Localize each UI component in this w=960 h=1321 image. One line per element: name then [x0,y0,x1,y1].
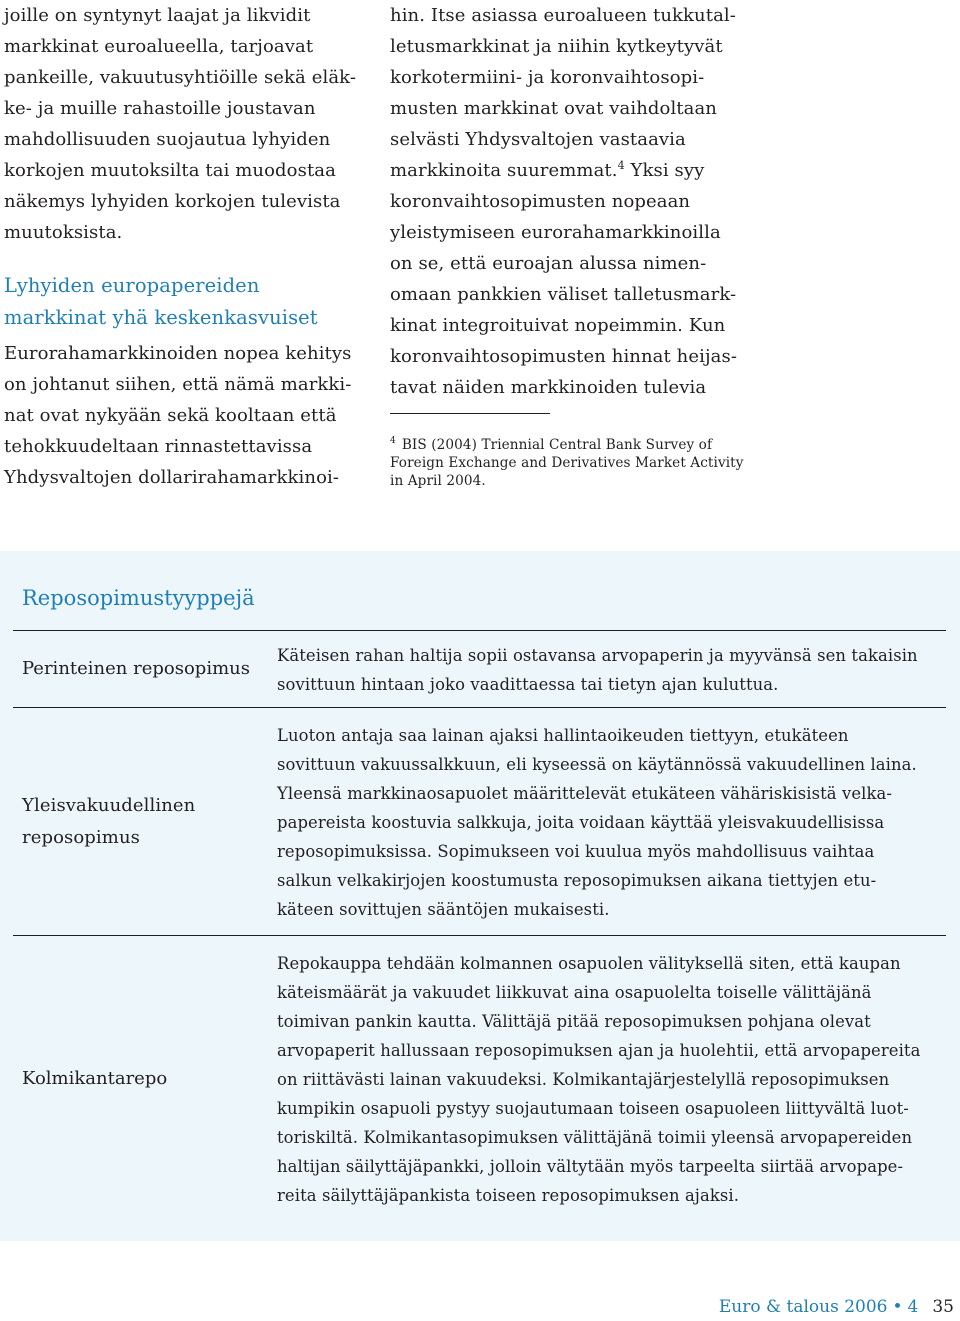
text-line: Luoton antaja saa lainan ajaksi hallintaoikeuden tiettyyn, etukäteen [277,726,849,745]
page-footer [719,1293,954,1321]
left-column [4,0,360,493]
text-line: papereista koostuvia salkkuja, joita voidaan käyttää yleisvakuudellisissa [277,813,885,832]
term-line: Yleisvakuudellinen [22,795,196,816]
text-line: käteismäärät ja vakuudet liikkuvat aina osapuolelta toiselle välittäjänä [277,983,872,1002]
text-line: nat ovat nykyään sekä kooltaan että [4,405,337,426]
footnote-reference[interactable]: 4 [617,159,625,172]
text-line: sovittuun hintaan joko vaadittaessa tai tietyn ajan kuluttua. [277,675,779,694]
page-number: 35 [932,1297,954,1317]
text-line: arvopaperit hallussaan reposopimuksen ajan ja huolehtii, että arvopapereita [277,1041,921,1060]
text-line-with-footnote-ref [390,155,746,186]
table-divider [13,935,946,936]
text-line: on johtanut siihen, että nämä markki- [4,374,352,395]
text-line: letusmarkkinat ja niihin kytkeytyvät [390,36,723,57]
text-line: korkojen muutoksilta tai muodostaa [4,160,336,181]
footnote-mark: 4 [390,436,396,446]
definition-yleisvakuudellinen-reposopimus [277,721,947,924]
footnote-line: in April 2004. [390,473,486,489]
text-line: muutoksista. [4,222,123,243]
text-line: Käteisen rahan haltija sopii ostavansa arvopaperin ja myyvänsä sen takaisin [277,646,918,665]
text-line: Yleensä markkinaosapuolet määrittelevät etukäteen vähäriskisistä velka- [277,784,893,803]
continued-paragraph [390,0,746,403]
right-column [390,0,746,490]
text-line: tavat näiden markkinoiden tulevia [390,377,707,398]
text-segment: markkinoita suuremmat. [390,160,618,181]
term-yleisvakuudellinen-reposopimus [22,790,252,854]
text-line: käteen sovittujen sääntöjen mukaisesti. [277,900,610,919]
text-line: yleistymiseen eurorahamarkkinoilla [390,222,721,243]
text-line: kumpikin osapuoli pystyy suojautumaan toiseen osapuoleen liittyvältä luot- [277,1099,909,1118]
text-line: on riittävästi lainan vakuudeksi. Kolmikantajärjestelyllä reposopimuksen [277,1070,890,1089]
footnote-divider [390,413,550,414]
text-line: sovittuun vakuussalkkuun, eli kyseessä on käytännössä vakuudellinen laina. [277,755,917,774]
text-line: koronvaihtosopimusten nopeaan [390,191,691,212]
text-line: Yhdysvaltojen dollarirahamarkkinoi- [4,467,340,488]
footnote [390,436,746,490]
text-line: Eurorahamarkkinoiden nopea kehitys [4,343,352,364]
text-line: reita säilyttäjäpankista toiseen reposopimuksen ajaksi. [277,1186,740,1205]
text-line: markkinat euroalueella, tarjoavat [4,36,314,57]
text-line: on se, että euroajan alussa nimen- [390,253,707,274]
publication-title: Euro & talous 2006 [718,1297,888,1317]
heading-line: markkinat yhä keskenkasvuiset [4,306,318,329]
text-line: omaan pankkien väliset talletusmark- [390,284,737,305]
text-line: kinat integroituivat nopeimmin. Kun [390,315,726,336]
table-divider [13,630,946,631]
table-divider [13,707,946,708]
section-heading [4,270,360,334]
text-line: korkotermiini- ja koronvaihtosopi- [390,67,705,88]
definition-perinteinen-reposopimus [277,641,947,699]
text-line: selvästi Yhdysvaltojen vastaavia [390,129,686,150]
text-line: haltijan säilyttäjäpankki, jolloin vältytään myös tarpeelta siirtää arvopape- [277,1157,904,1176]
text-line: hin. Itse asiassa euroalueen tukkutal- [390,5,736,26]
footnote-line [390,436,746,454]
text-segment: Yksi syy [624,160,705,181]
text-line: näkemys lyhyiden korkojen tulevista [4,191,341,212]
text-line: koronvaihtosopimusten hinnat heijas- [390,346,738,367]
text-line: toimivan pankin kautta. Välittäjä pitää reposopimuksen pohjana olevat [277,1012,871,1031]
text-line: salkun velkakirjojen koostumusta reposopimuksen aikana tiettyjen etu- [277,871,877,890]
text-line: reposopimuksissa. Sopimukseen voi kuulua myös mahdollisuus vaihtaa [277,842,875,861]
text-line: ke- ja muille rahastoille joustavan [4,98,316,119]
text-line: toriskiltä. Kolmikantasopimuksen välittäjänä toimii yleensä arvopapereiden [277,1128,913,1147]
text-line: joille on syntynyt laajat ja likvidit [4,5,311,26]
definition-kolmikantarepo [277,949,947,1210]
text-line: mahdollisuuden suojautua lyhyiden [4,129,331,150]
text-line: Repokauppa tehdään kolmannen osapuolen välityksellä siten, että kaupan [277,954,901,973]
text-line: tehokkuudeltaan rinnastettavissa [4,436,313,457]
issue-number: 4 [907,1297,919,1317]
term-line: reposopimus [22,827,140,848]
separator: • [892,1297,903,1317]
body-paragraph [4,338,360,493]
term-kolmikantarepo: Kolmikantarepo [22,1068,168,1089]
footnote-text: BIS (2004) Triennial Central Bank Survey of [401,437,713,453]
box-title: Reposopimustyyppejä [22,586,255,610]
text-line: pankeille, vakuutusyhtiöille sekä eläk- [4,67,357,88]
intro-paragraph [4,0,360,248]
heading-line: Lyhyiden europapereiden [4,274,260,297]
text-line: musten markkinat ovat vaihdoltaan [390,98,718,119]
term-perinteinen-reposopimus: Perinteinen reposopimus [22,658,250,679]
footnote-line: Foreign Exchange and Derivatives Market Activity [390,455,744,471]
